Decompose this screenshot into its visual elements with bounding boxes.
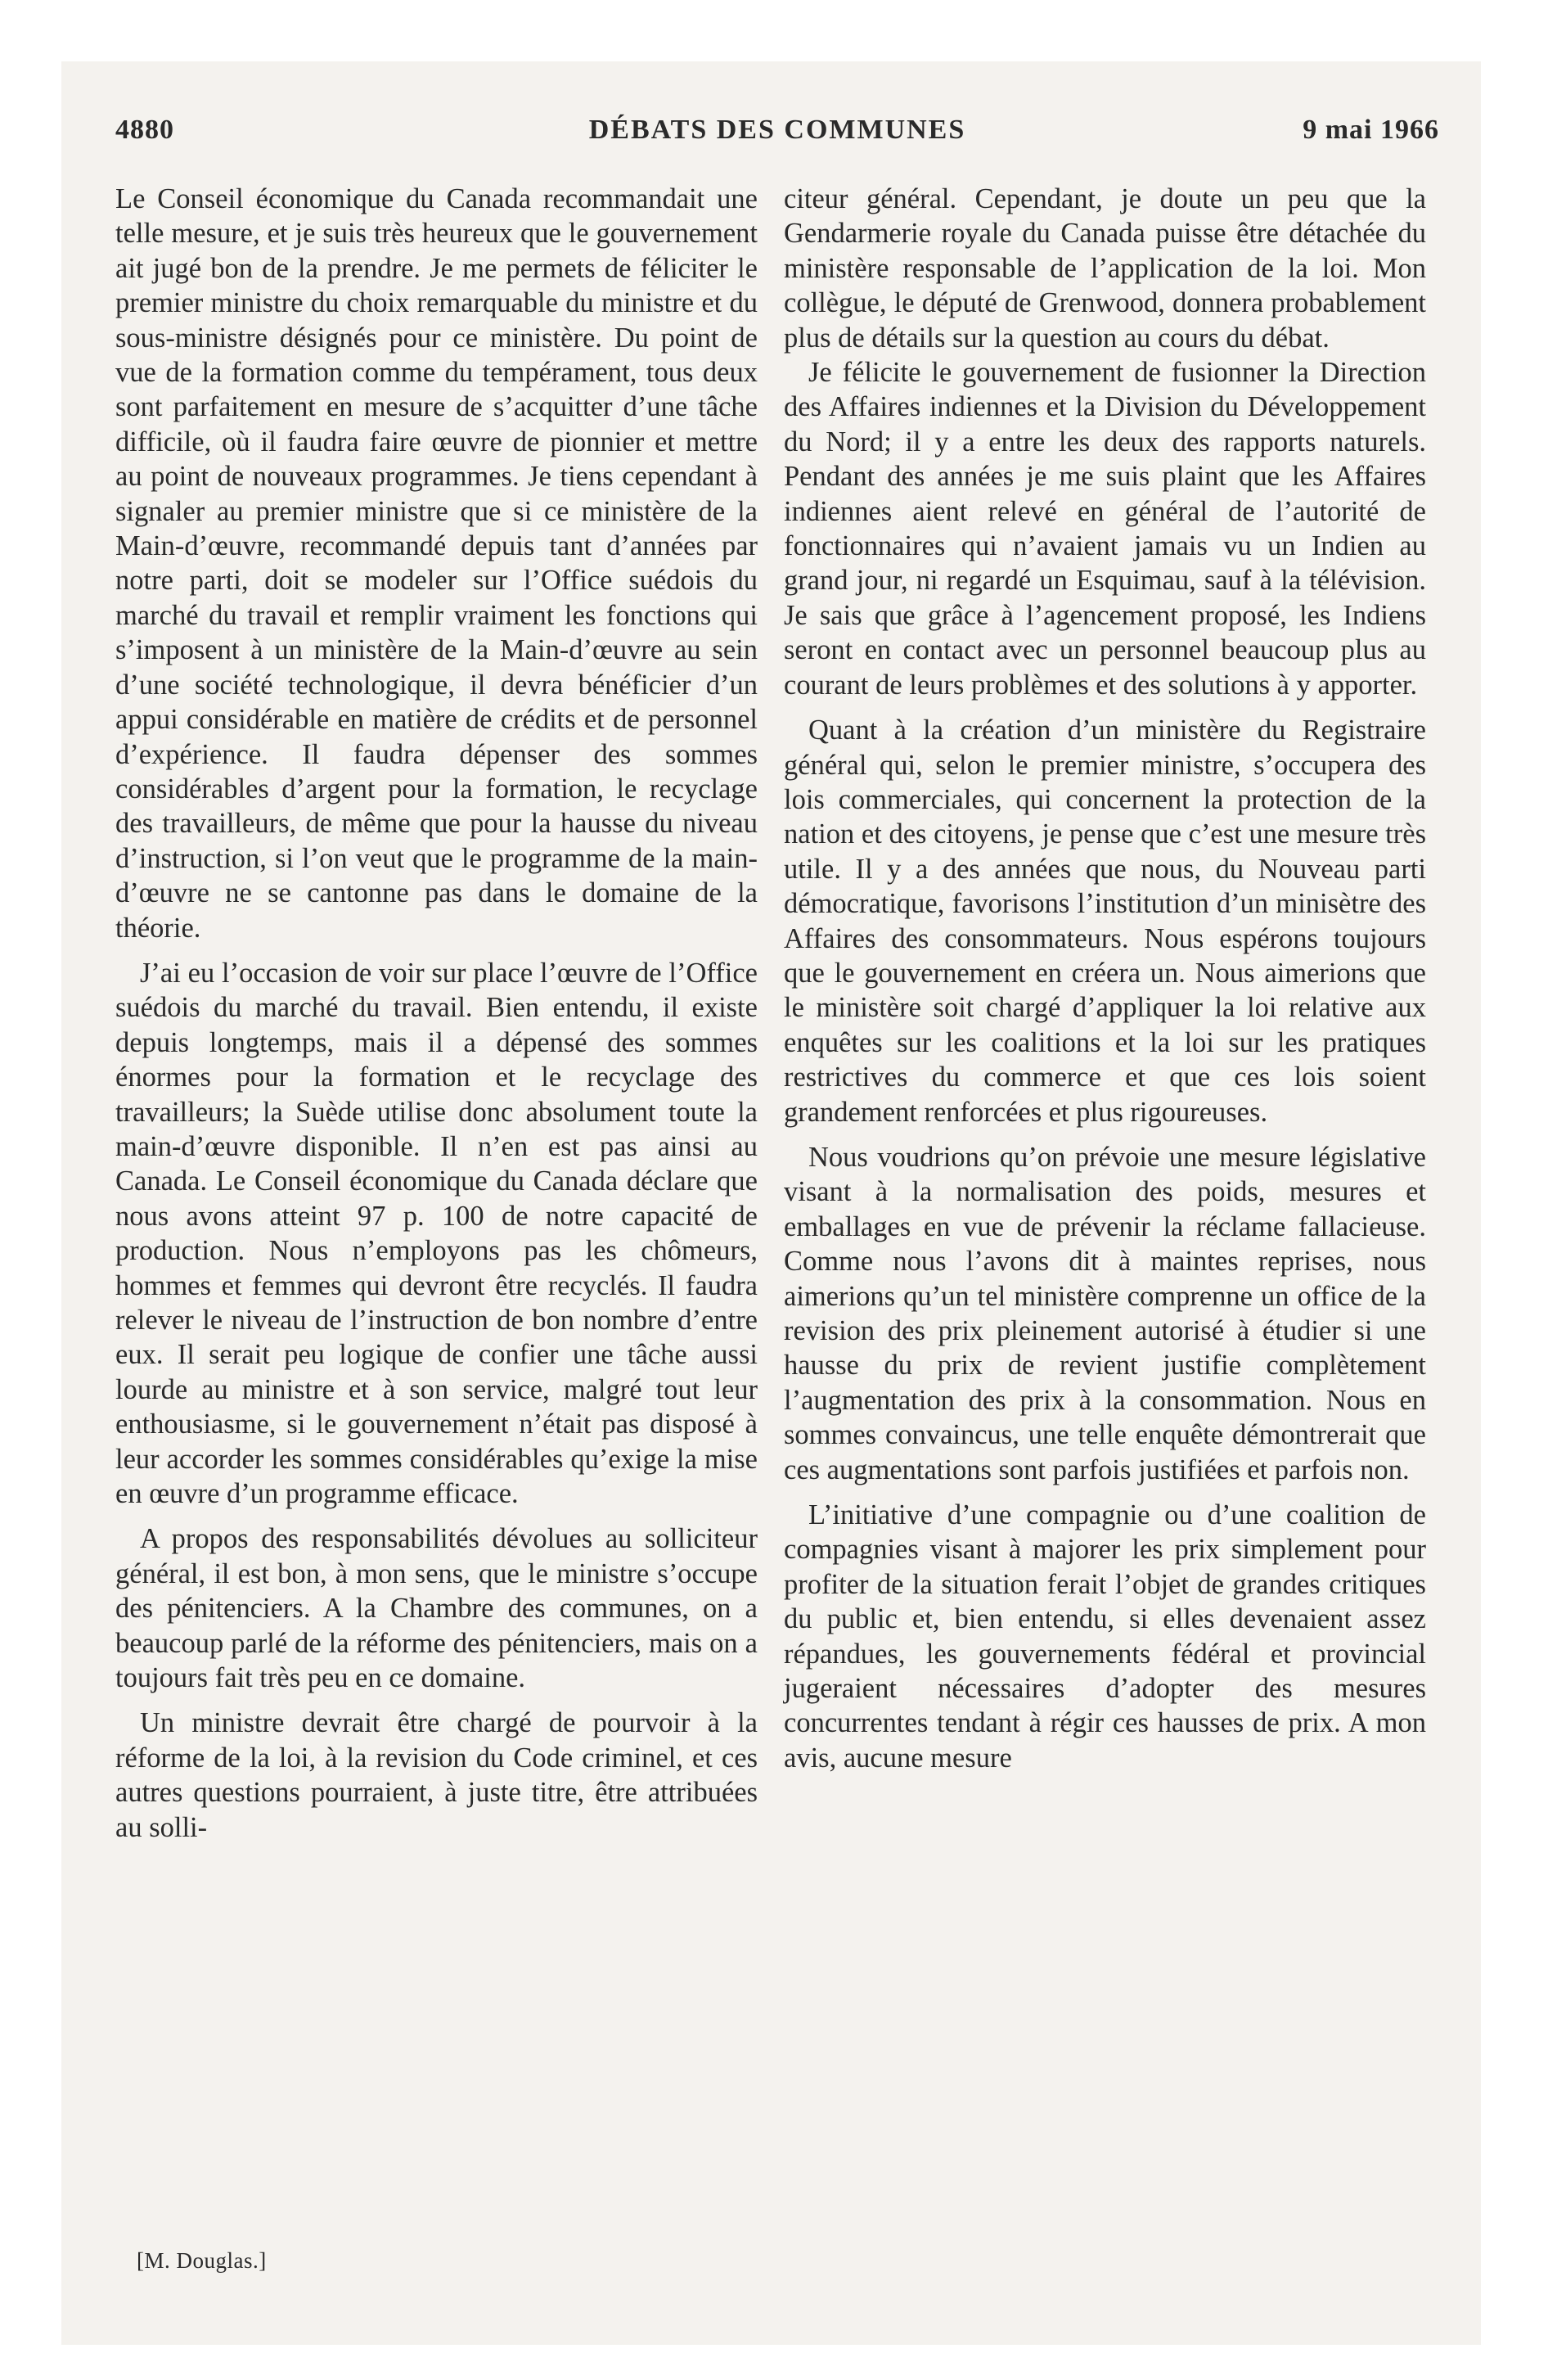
paragraph: citeur général. Cependant, je doute un peu que la Gendarmerie royale du Canada puisse être détachée du ministère responsable de l’application de la loi. Mon collègue, le député de Grenwood, donnera probablement plus de détails sur la question au cours du débat. xyxy=(784,183,1426,354)
left-column xyxy=(115,182,758,1845)
page-header xyxy=(115,115,1439,159)
paragraph: Un ministre devrait être chargé de pourvoir à la réforme de la loi, à la revision du Code criminel, et ces autres questions pourraient, à juste titre, être attribuées au solli- xyxy=(115,1707,758,1843)
speaker-attribution: [M. Douglas.] xyxy=(137,2248,267,2273)
right-column xyxy=(784,182,1426,1775)
page-title: DÉBATS DES COMMUNES xyxy=(588,115,966,145)
paragraph: Le Conseil économique du Canada recommandait une telle mesure, et je suis très heureux que le gouvernement ait jugé bon de la prendre. Je me permets de féliciter le premier ministre du choix remarquable du ministre et du sous-ministre désignés pour ce ministère. Du point de vue de la formation comme du tempérament, tous deux sont parfaitement en mesure de s’acquitter d’une tâche difficile, où il faudra faire œuvre de pionnier et mettre au point de nouveaux programmes. Je tiens cependant à signaler au premier ministre que si ce ministère de la Main-d’œuvre, recommandé depuis tant d’années par notre parti, doit se modeler sur l’Office suédois du marché du travail et remplir vraiment les fonctions qui s’imposent à un ministère de la Main-d’œuvre au sein d’une société technologique, il devra bénéficier d’un appui considérable en matière de crédits et de personnel d’expérience. Il faudra dépenser des sommes considérables d’argent pour la formation, le recyclage des travailleurs, de même que pour la hausse du niveau d’instruction, si l’on veut que le programme de la main-d’œuvre ne se cantonne pas dans le domaine de la théorie. xyxy=(115,183,758,944)
page-date: 9 mai 1966 xyxy=(1303,115,1439,145)
paragraph: Nous voudrions qu’on prévoie une mesure législative visant à la normalisation des poids, mesures et emballages en vue de prévenir la réclame fallacieuse. Comme nous l’avons dit à maintes reprises, nous aimerions qu’un tel ministère comprenne un office de la revision des prix pleinement autorisé à étudier si une hausse du prix de revient justifie complètement l’augmentation des prix à la consommation. Nous en sommes convaincus, une telle enquête démontrerait que ces augmentations sont parfois justifiées et parfois non. xyxy=(784,1141,1426,1485)
paragraph: L’initiative d’une compagnie ou d’une coalition de compagnies visant à majorer les prix simplement pour profiter de la situation ferait l’objet de grandes critiques du public et, bien entendu, si elles devenaient assez répandues, les gouvernements fédéral et provincial jugeraient nécessaires d’adopter des mesures concurrentes tendant à régir ces hausses de prix. A mon avis, aucune mesure xyxy=(784,1499,1426,1774)
paragraph: Je félicite le gouvernement de fusionner la Direction des Affaires indiennes et la Division du Développement du Nord; il y a entre les deux des rapports naturels. Pendant des années je me suis plaint que les Affaires indiennes aient relevé en général de l’autorité de fonctionnaires qui n’avaient jamais vu un Indien au grand jour, ni regardé un Esquimau, sauf à la télévision. Je sais que grâce à l’agencement proposé, les Indiens seront en contact avec un personnel beaucoup plus au courant de leurs problèmes et des solutions à y apporter. xyxy=(784,357,1426,701)
paragraph: A propos des responsabilités dévolues au solliciteur général, il est bon, à mon sens, que le ministre s’occupe des pénitenciers. A la Chambre des communes, on a beaucoup parlé de la réforme des pénitenciers, mais on a toujours fait très peu en ce domaine. xyxy=(115,1523,758,1694)
paragraph: J’ai eu l’occasion de voir sur place l’œuvre de l’Office suédois du marché du travail. Bien entendu, il existe depuis longtemps, mais il a dépensé des sommes énormes pour la formation et le recyclage des travailleurs; la Suède utilise donc absolument toute la main-d’œuvre disponible. Il n’en est pas ainsi au Canada. Le Conseil économique du Canada déclare que nous avons atteint 97 p. 100 de notre capacité de production. Nous n’employons pas les chômeurs, hommes et femmes qui devront être recyclés. Il faudra relever le niveau de l’instruction de bon nombre d’entre eux. Il serait peu logique de confier une tâche aussi lourde au ministre et à son service, malgré tout leur enthousiasme, si le gouvernement n’était pas disposé à leur accorder les sommes considérables qu’exige la mise en œuvre d’un programme efficace. xyxy=(115,957,758,1510)
page-number: 4880 xyxy=(115,115,174,145)
paragraph: Quant à la création d’un ministère du Registraire général qui, selon le premier ministre, s’occupera des lois commerciales, qui concernent la protection de la nation et des citoyens, je pense que c’est une mesure très utile. Il y a des années que nous, du Nouveau parti démocratique, favorisons l’institution d’un minisètre des Affaires des consommateurs. Nous espérons toujours que le gouvernement en créera un. Nous aimerions que le ministère soit chargé d’appliquer la loi relative aux enquêtes sur les coalitions et la loi sur les pratiques restrictives du commerce et que ces lois soient grandement renforcées et plus rigoureuses. xyxy=(784,714,1426,1128)
